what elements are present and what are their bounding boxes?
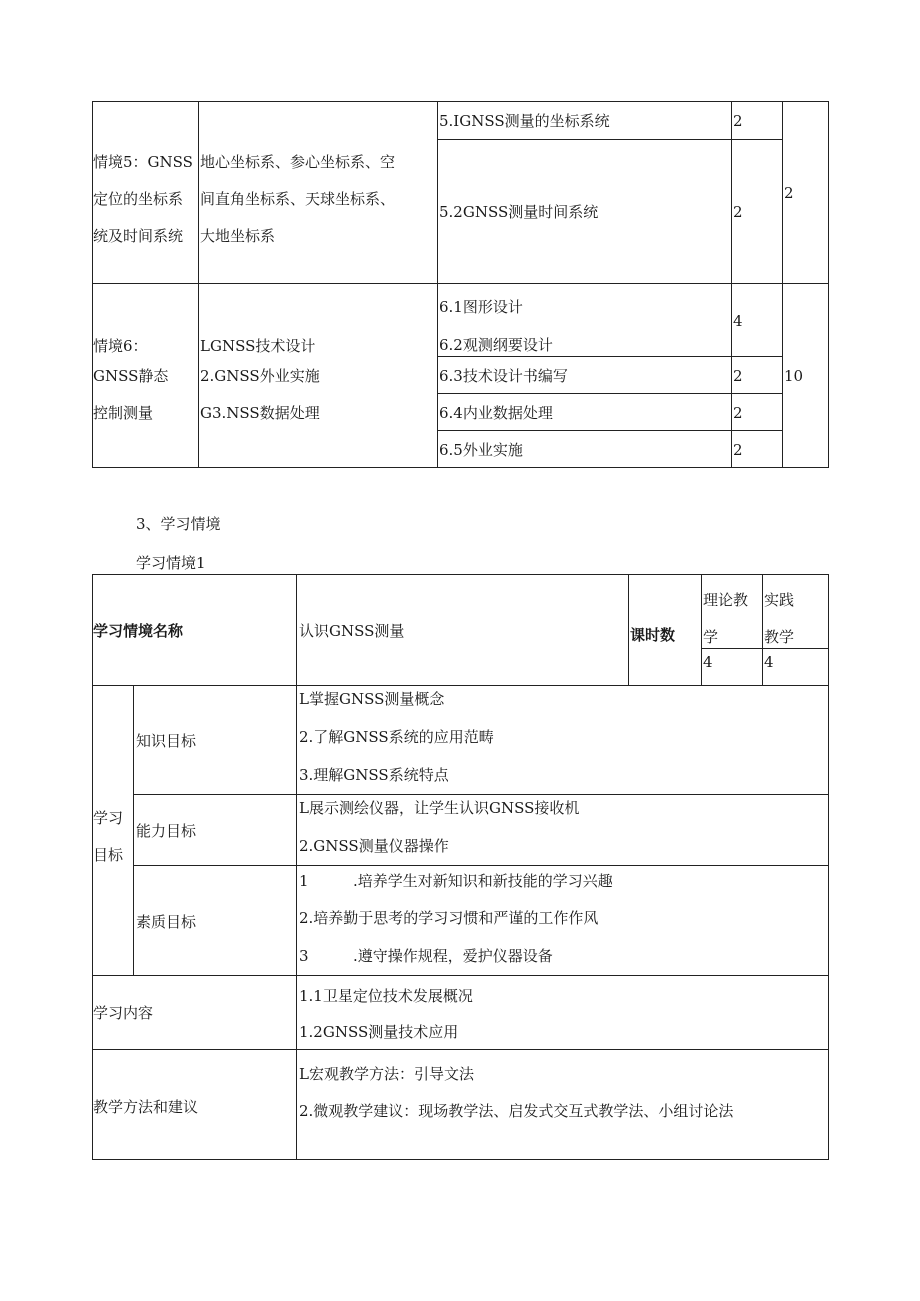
goals-label-line-1: 学习 (93, 809, 124, 827)
theory-hours: 4 (703, 653, 713, 671)
theory-label-line-2: 学 (703, 628, 719, 646)
hours-6-1-2: 4 (733, 312, 743, 330)
ability-item-1: L展示测绘仪器，让学生认识GNSS接收机 (299, 799, 580, 817)
task-6-2: 6.2观测纲要设计 (439, 336, 553, 354)
practice-label-line-1: 实践 (764, 591, 795, 609)
total-hours-5: 2 (784, 184, 794, 202)
ability-item-2: 2.GNSS测量仪器操作 (299, 837, 449, 855)
goals-label-line-2: 目标 (93, 846, 124, 864)
task-6-5: 6.5外业实施 (439, 441, 523, 459)
practice-hours: 4 (764, 653, 774, 671)
content-5-line-1: 地心坐标系、参心坐标系、空 (200, 153, 396, 171)
method-item-1: L宏观教学方法：引导文法 (299, 1065, 474, 1083)
quality-goal-label: 素质目标 (136, 913, 197, 931)
name-label: 学习情境名称 (93, 622, 184, 640)
knowledge-goal-label: 知识目标 (136, 732, 197, 750)
content-6-line-3: G3.NSS数据处理 (200, 404, 320, 422)
content-6-line-2: 2.GNSS外业实施 (200, 367, 320, 385)
hours-label: 课时数 (630, 626, 676, 644)
situation-5-line-3: 统及时间系统 (93, 227, 184, 245)
section-heading: 3、学习情境 (136, 515, 221, 533)
hours-5-1: 2 (733, 112, 743, 130)
content-label: 学习内容 (93, 1004, 154, 1022)
situation-6-line-2: GNSS静态 (93, 367, 169, 385)
total-hours-6: 10 (784, 367, 804, 385)
method-item-2: 2.微观教学建议：现场教学法、启发式交互式教学法、小组讨论法 (299, 1102, 734, 1120)
situation-5-line-1: 情境5：GNSS (93, 153, 193, 171)
content-5-line-2: 间直角坐标系、天球坐标系、 (200, 190, 396, 208)
hours-6-4: 2 (733, 404, 743, 422)
content-5-line-3: 大地坐标系 (200, 227, 276, 245)
hours-6-3: 2 (733, 367, 743, 385)
hours-6-5: 2 (733, 441, 743, 459)
situation-6-line-1: 情境6： (93, 337, 148, 355)
theory-label-line-1: 理论教 (703, 591, 749, 609)
knowledge-item-2: 2.了解GNSS系统的应用范畴 (299, 728, 494, 746)
task-6-4: 6.4内业数据处理 (439, 404, 553, 422)
task-6-1: 6.1图形设计 (439, 298, 523, 316)
task-5-1: 5.IGNSS测量的坐标系统 (439, 112, 610, 130)
task-6-3: 6.3技术设计书编写 (439, 367, 568, 385)
task-5-2: 5.2GNSS测量时间系统 (439, 203, 599, 221)
practice-label-line-2: 教学 (764, 628, 795, 646)
name-value: 认识GNSS测量 (299, 622, 405, 640)
knowledge-item-3: 3.理解GNSS系统特点 (299, 766, 449, 784)
quality-item-2-text: 2.培养勤于思考的学习习惯和严谨的工作作风 (299, 909, 599, 927)
knowledge-item-1: L掌握GNSS测量概念 (299, 690, 445, 708)
content-6-line-1: LGNSS技术设计 (200, 337, 316, 355)
quality-item-1-text: .培养学生对新知识和新技能的学习兴趣 (353, 872, 613, 890)
method-label: 教学方法和建议 (93, 1098, 199, 1116)
content-item-1: 1.1卫星定位技术发展概况 (299, 987, 473, 1005)
sub-heading: 学习情境1 (136, 554, 206, 572)
content-item-2: 1.2GNSS测量技术应用 (299, 1023, 459, 1041)
situation-6-line-3: 控制测量 (93, 404, 154, 422)
quality-item-3-text: .遵守操作规程，爱护仪器设备 (353, 947, 553, 965)
situation-5-line-2: 定位的坐标系 (93, 190, 184, 208)
quality-item-3-num: 3 (299, 947, 309, 965)
hours-5-2: 2 (733, 203, 743, 221)
quality-item-1-num: 1 (299, 872, 309, 890)
ability-goal-label: 能力目标 (136, 822, 197, 840)
